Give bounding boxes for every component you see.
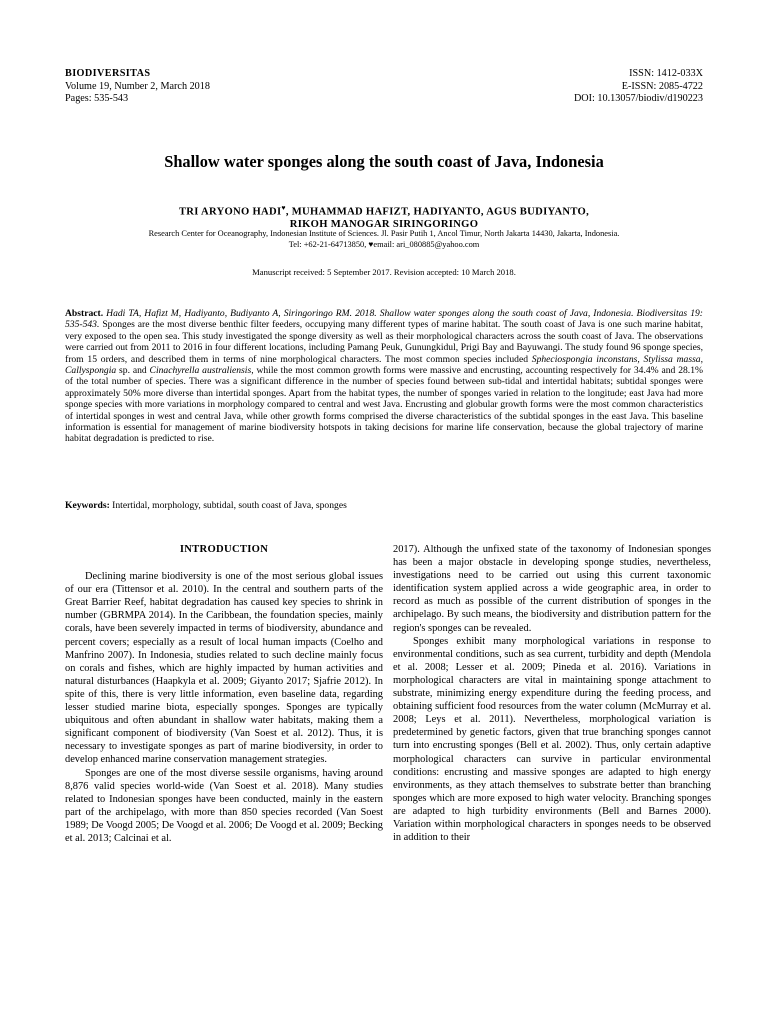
abstract-citation: Hadi TA, Hafizt M, Hadiyanto, Budiyanto A, Siringoringo RM. 2018. Shallow water sponges along the south coast of Java, Indonesia. Biodiversitas 19: 535-543. — [65, 308, 703, 331]
abstract-species-2: Cinachyrella australiensis — [149, 365, 252, 377]
affiliation-address: Research Center for Oceanography, Indonesian Institute of Sciences. Jl. Pasir Putih 1, Ancol Timur, North Jakarta 14430, Jakarta, Indonesia. — [148, 229, 620, 238]
author-rest: , MUHAMMAD HAFIZT, HADIYANTO, AGUS BUDIYANTO, — [285, 206, 590, 218]
issn-info — [574, 68, 703, 106]
abstract-species-1: Spheciospongia inconstans, Stylissa massa, Callyspongia — [65, 353, 703, 377]
affiliation-contact: Tel: +62-21-64713850, ♥email: ari_080885@yahoo.com — [288, 239, 480, 249]
issn: ISSN: 1412-033X — [629, 68, 703, 79]
intro-paragraph-4: Sponges exhibit many morphological variations in response to environmental conditions, such as sea current, turbidity and depth (Mendola et al. 2008; Lesser et al. 2009; Pineda et al. 2016). Variations in morphological characters are vital in maintaining sponge attachment to substrate, minimizing energy expenditure during the feeding process, and obtaining sufficient food resources from the water column (McMurray et al. 2008; Leys et al. 2011). Nevertheless, morphological variation is predetermined by genetic factors, given that true branching sponges cannot turn into encrusting sponges (Bell et al. 2002). Thus, only certain adaptive morphological characters can survive in particular environmental conditions: encrusting and massive sponges are adapted to high energy environments, as they attach themselves to substrate better than branching sponges which are more exposed to high water velocity. Branching sponges are adapted to high turbidity environments (Bell and Barnes 2000). Variation within morphological characters in sponges needs to be observed in addition to their — [393, 635, 711, 844]
manuscript-dates: Manuscript received: 5 September 2017. Revision accepted: 10 March 2018. — [252, 267, 516, 277]
intro-paragraph-2: Sponges are one of the most diverse sessile organisms, having around 8,876 valid species world-wide (Van Soest et al. 2018). Many studies related to Indonesian sponges have been conducted, mainly in the eastern part of the archipelago, with more than 850 species recorded (Van Soest 1989; De Voogd 2005; De Voogd et al. 2006; De Voogd et al. 2009; Becking et al. 2013; Calcinai et al. — [65, 767, 383, 844]
left-column — [65, 543, 383, 845]
volume-info: Volume 19, Number 2, March 2018 — [65, 80, 210, 92]
section-heading-introduction: INTRODUCTION — [179, 544, 269, 555]
affiliation — [40, 229, 728, 251]
eissn: E-ISSN: 2085-4722 — [621, 80, 703, 92]
author-line2: RIKOH MANOGAR SIRINGORINGO — [289, 219, 479, 231]
abstract-text-2: sp. and — [116, 365, 150, 377]
intro-paragraph-3: 2017). Although the unfixed state of the taxonomy of Indonesian sponges has been a major obstacle in developing sponge studies, nevertheless, investigations need to be carried out using this current taxonomic identification system applied across a wide geographic area, in order to record as much as possible of the current distribution of sponges in the archipelago. By such means, the biodiversity and distribution pattern for the region's sponges can be revealed. — [393, 544, 711, 634]
paper-title: Shallow water sponges along the south coast of Java, Indonesia — [164, 152, 604, 171]
intro-paragraph-1: Declining marine biodiversity is one of the most serious global issues of our era (Tittensor et al. 2010). In the central and southern parts of the Great Barrier Reef, habitat degradation has caused key species to shrink in number (GBRMPA 2014). In the Caribbean, the foundation species, mainly corals, have been severely impacted in terms of biodiversity, abundance and percent covers; especially as a result of local human impacts (Coelho and Manfrino 2007). In Indonesia, studies related to such decline mainly focus on corals and fishes, which are highly impacted by human activities and natural disturbances (Haapkyla et al. 2009; Giyanto 2017; Sjafrie 2012). In spite of this, there is very little information, even baseline data, regarding lesser studied marine biota, especially sponges. Sponges are typically ubiquitous and often abundant in shallow water habitats, making them a significant component of biodiversity (Van Soest et al. 2012). Thus, it is necessary to investigate sponges as part of marine biodiversity, in order to develop enhanced marine conservation management strategies. — [65, 571, 383, 766]
abstract-label: Abstract. — [65, 308, 104, 319]
pages-info: Pages: 535-543 — [65, 93, 129, 105]
keywords — [65, 500, 703, 511]
abstract-text-3: , while the most common growth forms were massive and encrusting, accounting respectively for 34.4% and 28.1% of the total number of species. There was a significant difference in the number of species found between sub-tidal and intertidal habitats; subtidal sponges were approximately 50% more diverse than intertidal sponges. Apart from the habitat types, the number of sponges varied in relation to the longitude; east Java had more sponge species with more variations in morphology compared to central and west Java. Encrusting and globular growth forms were the most common characteristics of intertidal sponges in west and central Java, while other growth forms comprised the diverse characteristics of the subtidal sponges in the east Java. This baseline information is essential for management of marine biodiversity hotspots in taking decisions for marine life conservation, because the global trajectory of marine habitat degradation is predicted to rise. — [65, 365, 703, 445]
author-list — [120, 202, 648, 232]
corresponding-mark: ♥ — [281, 204, 286, 212]
keywords-text: Intertidal, morphology, subtidal, south coast of Java, sponges — [109, 500, 347, 511]
abstract-text-1: Sponges are the most diverse benthic filter feeders, occupying many different types of marine habitat. The south coast of Java is one such marine habitat, very exposed to the open sea. This study investigated the sponge diversity as well as their morphological characters across the south coast of Java. The observations were carried out from 2011 to 2016 in four different locations, including Pamang Peuk, Gunungkidul, Prigi Bay and Bayuwangi. The study found 96 sponge species, from 15 orders, and described them in terms of nine morphological characters. The most common species included — [65, 319, 703, 365]
right-column — [393, 543, 711, 844]
author-first: TRI ARYONO HADI — [178, 206, 282, 218]
keywords-label: Keywords: — [65, 500, 110, 511]
journal-info — [65, 68, 210, 106]
abstract — [65, 308, 703, 445]
doi: DOI: 10.13057/biodiv/d190223 — [573, 93, 703, 105]
journal-name: BIODIVERSITAS — [65, 68, 151, 79]
